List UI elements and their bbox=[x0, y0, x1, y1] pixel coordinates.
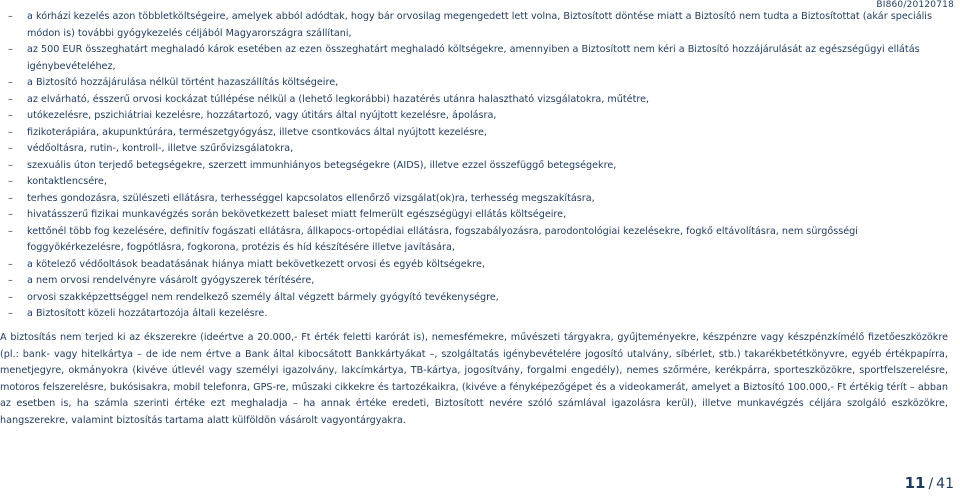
list-item-text: az elvárható, ésszerű orvosi kockázat túllépése nélkül a (lehető legkorábbi) hazatérés utánra halasztható vizsgálatokra, műtétre, bbox=[27, 93, 650, 105]
page-total: 41 bbox=[936, 476, 954, 492]
list-item-text: a Biztosító hozzájárulása nélkül történt hazaszállítás költségeire, bbox=[27, 77, 339, 88]
list-dash: – bbox=[8, 225, 13, 237]
list-dash: – bbox=[8, 209, 13, 220]
list-item-text: utókezelésre, pszichiátriai kezelésre, hozzátartozó, vagy útitárs által nyújtott kezelésre, ápolásra, bbox=[27, 110, 497, 121]
list-item-text: a Biztosított közeli hozzátartozója általi kezelésre. bbox=[27, 308, 268, 319]
page-number bbox=[905, 474, 954, 492]
list-dash: – bbox=[8, 159, 13, 171]
list-item-text: kontaktlencsére, bbox=[27, 176, 107, 187]
list-item bbox=[0, 290, 950, 307]
list-dash: – bbox=[8, 126, 13, 138]
list-item-text: orvosi szakképzettséggel nem rendelkező személy által végzett bármely gyógyító tevékenységre, bbox=[27, 291, 499, 303]
list-item bbox=[0, 141, 950, 158]
list-item-text: kettőnél több fog kezelésére, definitív fogászati ellátásra, állkapocs-ortopédiai ellátásra, fogszabályozásra, parodontológiai kezelésekre, fogkő eltávolításra, nem sürgősségi foggyökérkezelésre, fogpótlásra, fogkorona, protézis és híd készítésére illetve javítására, bbox=[27, 225, 858, 253]
list-item bbox=[0, 174, 950, 191]
page-current: 11 bbox=[904, 474, 926, 492]
page-separator: / bbox=[928, 476, 934, 492]
list-dash: – bbox=[8, 11, 13, 22]
list-dash: – bbox=[8, 77, 13, 88]
list-item bbox=[0, 257, 950, 274]
list-dash: – bbox=[8, 110, 13, 121]
list-item-text: szexuális úton terjedő betegségekre, szerzett immunhiányos betegségekre (AIDS), illetve ezzel összefüggő betegségekre, bbox=[27, 159, 617, 171]
list-item-text: az 500 EUR összeghatárt meghaladó károk esetében az ezen összeghatárt meghaladó költségekre, amennyiben a Biztosított nem kéri a Biztosító hozzájárulását az egészségügyi ellátás igénybevételéhez, bbox=[27, 44, 920, 72]
list-item-text: a kórházi kezelés azon többletköltségeire, amelyek abból adódtak, hogy bár orvosilag megengedett lett volna, Biztosított döntése miatt a Biztosító nem tudta a Biztosítottat (akár speciális módon is) további gyógykezelés céljából Magyarországra szállítani, bbox=[27, 11, 932, 39]
list-item bbox=[0, 158, 950, 175]
list-dash: – bbox=[8, 143, 13, 154]
list-item bbox=[0, 42, 950, 75]
list-item bbox=[0, 92, 950, 109]
list-item bbox=[0, 9, 950, 42]
exclusions-list bbox=[0, 9, 950, 323]
list-dash: – bbox=[8, 176, 13, 187]
list-dash: – bbox=[8, 275, 13, 286]
list-item-text: terhes gondozásra, szülészeti ellátásra, terhességgel kapcsolatos ellenőrző vizsgálat(ok)ra, terhesség megszakításra, bbox=[27, 192, 595, 204]
list-item bbox=[0, 191, 950, 208]
list-item bbox=[0, 207, 950, 224]
list-item-text: a kötelező védőoltások beadatásának hiánya miatt bekövetkezett orvosi és egyéb költségekre, bbox=[27, 258, 485, 270]
list-dash: – bbox=[8, 44, 13, 55]
list-dash: – bbox=[8, 192, 13, 204]
list-item bbox=[0, 306, 950, 323]
list-item-text: a nem orvosi rendelvényre vásárolt gyógyszerek térítésére, bbox=[27, 275, 315, 286]
document-code: BI860/20120718 bbox=[876, 0, 954, 10]
list-item bbox=[0, 125, 950, 142]
valuables-exclusion-paragraph: A biztosítás nem terjed ki az ékszerekre (ideértve a 20.000,- Ft érték feletti karórát is), nemesfémekre, művészeti tárgyakra, gyűjteményekre, készpénzre vagy készpénzkímélő fizetőeszközökre (pl.: bank- vagy hitelkártya – de ide nem értve a Bank által kibocsátott Bankkártyákat –, szolgáltatás igénybevételére jogosító utalvány, síbérlet, stb.) takarékbetétkönyvre, egyéb értékpapírra, menetjegyre, okmányokra (kivéve útlevél vagy személyi igazolvány, lakcímkártya, TB-kártya, jogosítvány, forgalmi engedély), nemes szőrmére, kerékpárra, sporteszközökre, sportfelszerelésre, motoros felszerelésre, bukósisakra, mobil telefonra, GPS-re, műszaki cikkekre és tartozékaikra, (kivéve a fényképezőgépet és a videokamerát, amelyet a Biztosító 100.000,- Ft értékig térít – abban az esetben is, ha számla szerinti értéke ezt meghaladja – ha annak értéke eredeti, Biztosított nevére szóló számlával igazolásra kerül), illetve munkavégzés céljára szolgáló eszközökre, hangszerekre, valamint biztosítás tartama alatt külföldön vásárolt vagyontárgyakra. bbox=[0, 332, 948, 426]
list-item-text: védőoltásra, rutin-, kontroll-, illetve szűrővizsgálatokra, bbox=[27, 143, 294, 154]
list-dash: – bbox=[8, 258, 13, 270]
list-item bbox=[0, 273, 950, 290]
list-item bbox=[0, 108, 950, 125]
list-dash: – bbox=[8, 291, 13, 303]
list-item-text: hivatásszerű fizikai munkavégzés során bekövetkezett baleset miatt felmerült egészségügyi ellátás költségeire, bbox=[27, 209, 567, 220]
list-item bbox=[0, 224, 950, 257]
list-dash: – bbox=[8, 308, 13, 319]
list-item-text: fizikoterápiára, akupunktúrára, természetgyógyász, illetve csontkovács által nyújtott kezelésre, bbox=[27, 126, 487, 138]
list-dash: – bbox=[8, 93, 13, 105]
list-item bbox=[0, 75, 950, 92]
